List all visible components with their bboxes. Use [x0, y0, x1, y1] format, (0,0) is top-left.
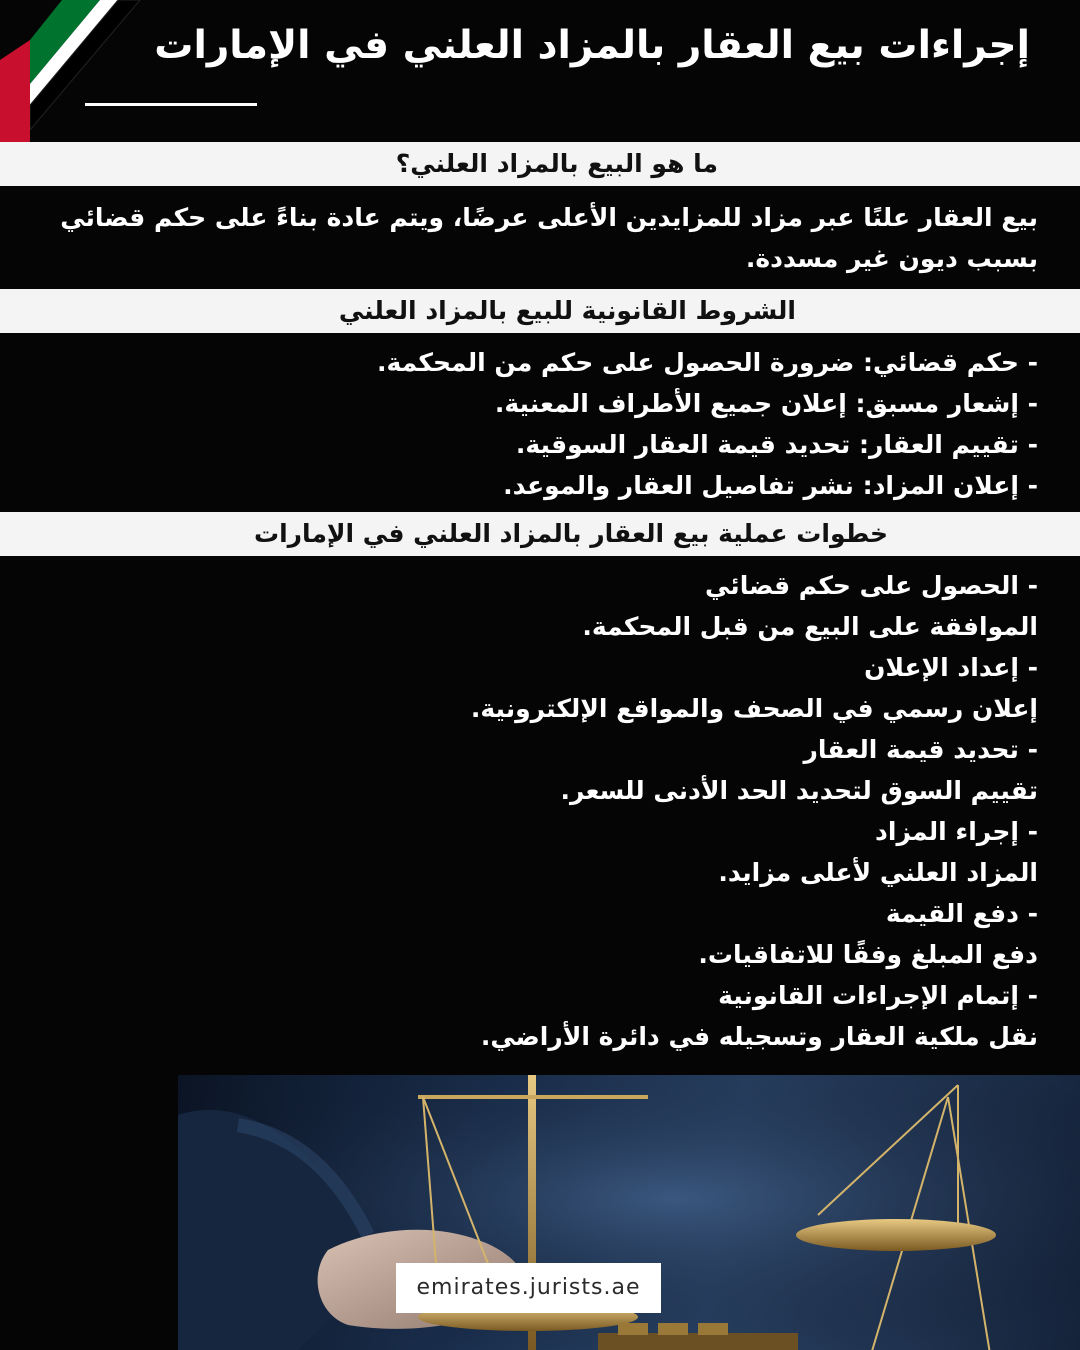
website-label[interactable]: emirates.jurists.ae — [396, 1263, 661, 1313]
list-item: إعلان رسمي في الصحف والمواقع الإلكترونية. — [470, 694, 1038, 723]
list-item: نقل ملكية العقار وتسجيله في دائرة الأراضي. — [480, 1022, 1038, 1051]
list-item: دفع المبلغ وفقًا للاتفاقيات. — [698, 940, 1038, 969]
list-item: تقييم السوق لتحديد الحد الأدنى للسعر. — [560, 776, 1038, 805]
list-item: - حكم قضائي: ضرورة الحصول على حكم من المحكمة. — [376, 348, 1038, 377]
steps-list — [38, 565, 1038, 1057]
list-item: - إجراء المزاد — [875, 817, 1038, 846]
list-item: - تحديد قيمة العقار — [803, 735, 1038, 764]
title-underline — [85, 103, 257, 106]
list-item: - إتمام الإجراءات القانونية — [718, 981, 1038, 1010]
list-item: - إعلان المزاد: نشر تفاصيل العقار والموعد. — [503, 471, 1038, 500]
list-item: الموافقة على البيع من قبل المحكمة. — [582, 612, 1038, 641]
conditions-list — [38, 342, 1038, 506]
list-item: - إعداد الإعلان — [864, 653, 1038, 682]
section-heading-steps: خطوات عملية بيع العقار بالمزاد العلني في الإمارات — [0, 512, 1080, 556]
section-heading-what-is: ما هو البيع بالمزاد العلني؟ — [0, 142, 1080, 186]
list-item: - تقييم العقار: تحديد قيمة العقار السوقية. — [515, 430, 1038, 459]
list-item: المزاد العلني لأعلى مزايد. — [718, 858, 1038, 887]
section-heading-conditions: الشروط القانونية للبيع بالمزاد العلني — [0, 289, 1080, 333]
what-is-paragraph: بيع العقار علنًا عبر مزاد للمزايدين الأعلى عرضًا، ويتم عادة بناءً على حكم قضائي بسبب ديون غير مسددة. — [60, 203, 1038, 273]
list-item: - الحصول على حكم قضائي — [705, 571, 1038, 600]
page-title: إجراءات بيع العقار بالمزاد العلني في الإمارات — [154, 23, 1030, 68]
list-item: - إشعار مسبق: إعلان جميع الأطراف المعنية. — [494, 389, 1038, 418]
list-item: - دفع القيمة — [885, 899, 1038, 928]
